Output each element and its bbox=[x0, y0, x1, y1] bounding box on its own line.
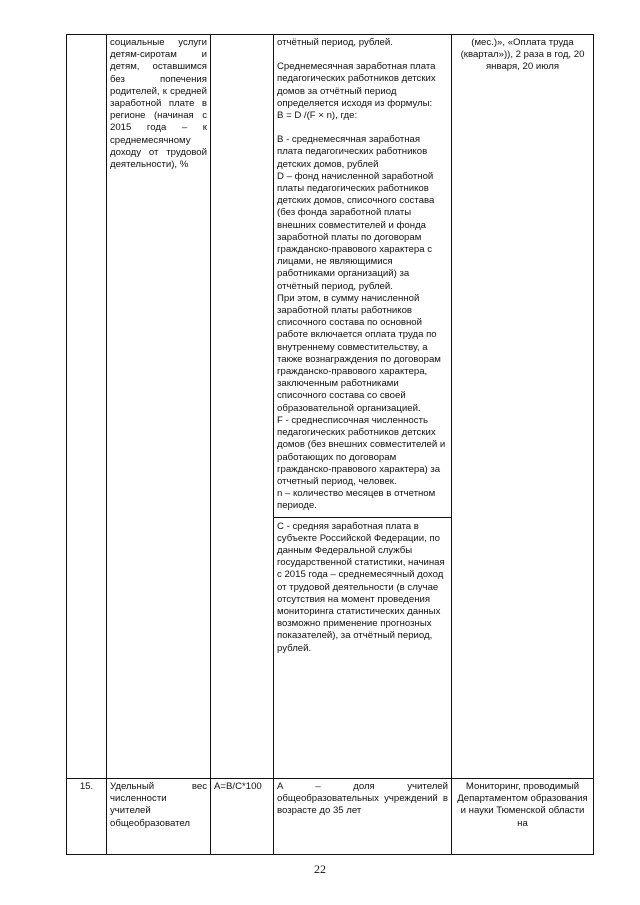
method-subcell: C - средняя заработная плата в субъекте Российской Федерации, по данным Федеральной службы государственной статистики, начиная с 2015 года – среднемесячный доход от трудовой деятельности (в случае отсутствия на момент проведения мониторинга статистических данных возможно применение прогнозных показателей), за отчётный период, рублей. bbox=[274, 517, 451, 655]
method-block-1: отчётный период, рублей. bbox=[277, 37, 393, 48]
row-number-cell bbox=[67, 35, 107, 779]
method-cell bbox=[274, 35, 452, 779]
method-cell bbox=[274, 779, 452, 855]
row-number-cell bbox=[67, 779, 107, 855]
formula-cell bbox=[211, 35, 274, 779]
indicator-text: Удельный вес численности учителей общеобразовател bbox=[110, 781, 207, 829]
table-row-continued bbox=[67, 35, 594, 779]
indicators-table bbox=[66, 34, 594, 855]
row-number: 15. bbox=[79, 781, 94, 792]
page-number: 22 bbox=[314, 862, 326, 876]
indicator-text: социальные услуги детям-сиротам и детям, оставшимся без попечения родителей, к средней заработной плате в регионе (начиная с 2015 года – к среднемесячному доходу от трудовой деятельности), % bbox=[110, 37, 207, 171]
indicator-cell bbox=[107, 779, 211, 855]
method-block-2: Среднемесячная заработная плата педагогических работников детских домов за отчётный период определяется исходя из формулы: B = D /(F × n), где: bbox=[277, 61, 436, 122]
source-text: Мониторинг, проводимый Департаментом образования и науки Тюменской области на bbox=[457, 781, 588, 829]
indicator-cell bbox=[107, 35, 211, 779]
table-row-15 bbox=[67, 779, 594, 855]
method-block-3: B - среднемесячная заработная плата педагогических работников детских домов, рублей D – фонд начисленной заработной платы педагогических работников детских домов, списочного состава (без фонда заработной платы внешних совместителей и фонда заработной платы по договорам гражданско-правового характера с лицами, не являющимися работниками организаций) за отчётный период, рублей. При этом, в сумму начисленной заработной платы работников списочного состава по основной работе включается оплата труда по внутреннему совместительству, а также вознаграждения по договорам гражданско-правового характера, заключенным работниками списочного состава со своей образовательной организацией. F - среднесписочная численность педагогических работников детских домов (без внешних совместителей и работающих по договорам гражданско-правового характера) за отчетный период, человек. n – количество месяцев в отчетном периоде. bbox=[277, 134, 446, 512]
source-cell bbox=[452, 779, 594, 855]
source-cell bbox=[452, 35, 594, 779]
source-text: (мес.)», «Оплата труда (квартал»)), 2 раза в год, 20 января, 20 июля bbox=[460, 37, 585, 73]
formula-text: A=B/C*100 bbox=[214, 781, 262, 792]
formula-cell bbox=[211, 779, 274, 855]
method-text: A – доля учителей общеобразовательных учреждений в возрасте до 35 лет bbox=[277, 781, 448, 817]
